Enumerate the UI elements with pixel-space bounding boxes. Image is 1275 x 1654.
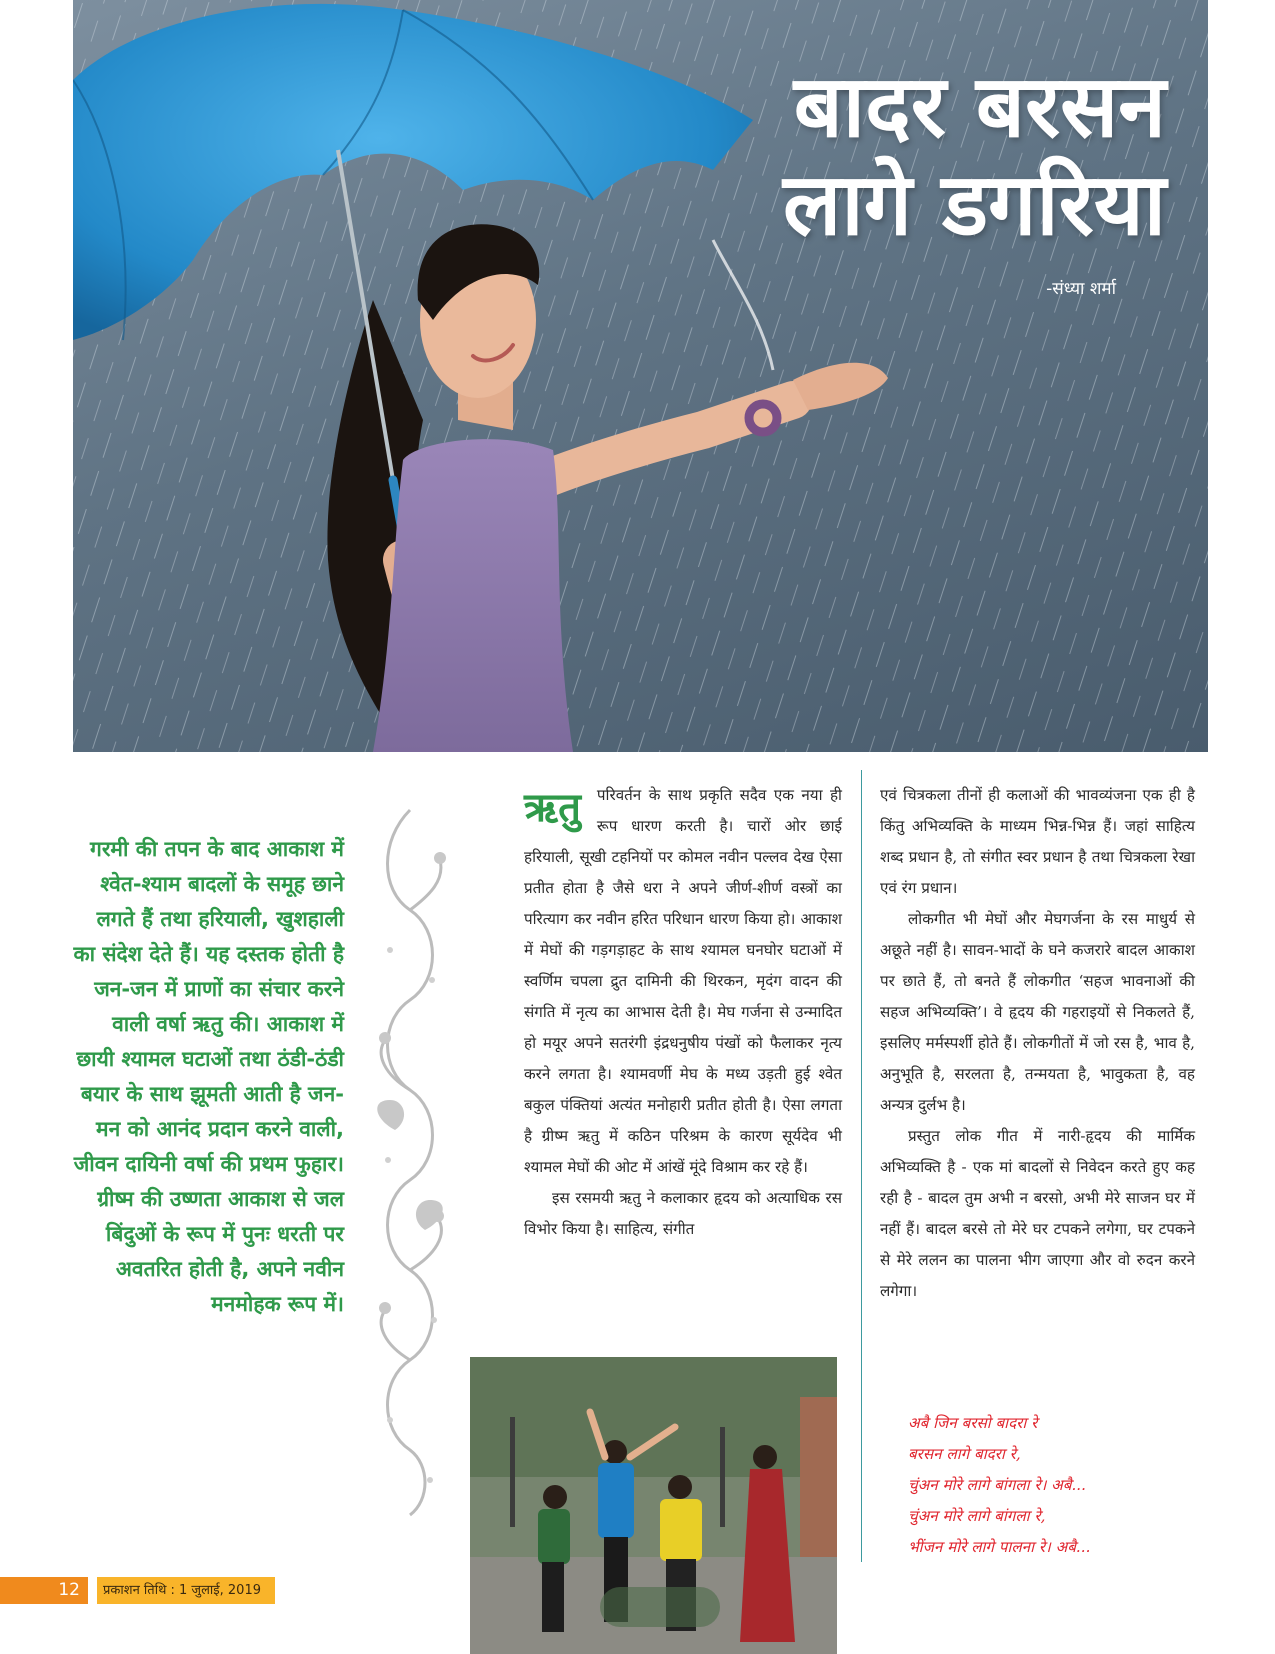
paragraph-4: लोकगीत भी मेघों और मेघगर्जना के रस माधुर्य से अछूते नहीं है। सावन-भादों के घने कजरारे बादल आकाश पर छाते हैं, तो बनते हैं लोकगीत ‘सहज भावनाओं की सहज अभिव्यक्ति’। वे हृदय की गहराइयों से निकलते हैं, इसलिए मर्मस्पर्शी होते हैं। लोकगीतों में जो रस है, भाव है, अनुभूति है, सरलता है, तन्मयता है, भावुकता है, वह अन्यत्र दुर्लभ है। [880, 910, 1195, 1114]
verse-line: चुंअन मोरे लागे बांगला रे। अबै... [908, 1476, 1086, 1494]
paragraph-1: परिवर्तन के साथ प्रकृति सदैव एक नया ही रूप धारण करती है। चारों ओर छाई हरियाली, सूखी टहनियों पर कोमल नवीन पल्लव देख ऐसा प्रतीत होता है जैसे धरा ने अपने जीर्ण-शीर्ण वस्त्रों का परित्याग कर नवीन हरित परिधान धारण किया हो। आकाश में मेघों की गड़गड़ाहट के साथ श्यामल घनघोर घटाओं में स्वर्णिम चपला द्रुत दामिनी की थिरकन, मृदंग वादन की संगति में नृत्य का आभास देती है। मेघ गर्जना से उन्मादित हो मयूर अपने सतरंगी इंद्रधनुषीय पंखों को फैलाकर नृत्य करने लगता है। श्यामवर्णी मेघ के मध्य उड़ती हुई श्वेत बकुल पंक्तियां अत्यंत मनोहारी प्रतीत होती है। ऐसा लगता है ग्रीष्म ऋतु में कठिन परिश्रम के कारण सूर्यदेव भी श्यामल मेघों की ओट में आंखें मूंदे विश्राम कर रहे हैं। [524, 786, 842, 1176]
inset-photo-girls-in-rain [470, 1357, 837, 1654]
folk-song-verse [908, 1408, 1218, 1563]
page-number: 12 [0, 1577, 88, 1604]
verse-line: चुंअन मोरे लागे बांगला रे, [908, 1507, 1046, 1525]
pull-quote: गरमी की तपन के बाद आकाश में श्वेत-श्याम बादलों के समूह छाने लगते हैं तथा हरियाली, खुशहाली का संदेश देते हैं। यह दस्तक होती है जन-जन में प्राणों का संचार करने वाली वर्षा ऋतु की। आकाश में छायी श्यामल घटाओं तथा ठंडी-ठंडी बयार के साथ झूमती आती है जन-मन को आनंद प्रदान करने वाली, जीवन दायिनी वर्षा की प्रथम फुहार। ग्रीष्म की उष्णता आकाश से जल बिंदुओं के रूप में पुनः धरती पर अवतरित होती है, अपने नवीन मनमोहक रूप में। [73, 837, 344, 1316]
drop-cap: ऋतु [524, 785, 581, 831]
article-title [783, 58, 1166, 254]
article-column-1 [524, 780, 842, 1245]
paragraph-5: प्रस्तुत लोक गीत में नारी-हृदय की मार्मिक अभिव्यक्ति है - एक मां बादलों से निवेदन करते हुए कह रही है - बादल तुम अभी न बरसो, अभी मेरे साजन घर में नहीं हैं। बादल बरसे तो मेरे घर टपकने लगेगा, घर टपकने से मेरे ललन का पालना भीग जाएगा और वो रुदन करने लगेगा। [880, 1127, 1195, 1300]
hero-image [73, 0, 1208, 752]
paragraph-3: एवं चित्रकला तीनों ही कलाओं की भावव्यंजना एक ही है किंतु अभिव्यक्ति के माध्यम भिन्न-भिन्न हैं। जहां साहित्य शब्द प्रधान है, तो संगीत स्वर प्रधान है तथा चित्रकला रेखा एवं रंग प्रधान। [880, 786, 1195, 897]
verse-line: भींजन मोरे लागे पालना रे। अबै... [908, 1538, 1091, 1556]
verse-line: बरसन लागे बादरा रे, [908, 1445, 1021, 1463]
title-line-2: लागे डगरिया [783, 155, 1166, 255]
verse-line: अबै जिन बरसो बादरा रे [908, 1414, 1038, 1432]
title-line-1: बादर बरसन [793, 57, 1166, 157]
paragraph-2: इस रसमयी ऋतु ने कलाकार हृदय को अत्याधिक रस विभोर किया है। साहित्य, संगीत [524, 1189, 842, 1238]
floral-ornament-icon [370, 800, 452, 1520]
author-byline: -संध्या शर्मा [1046, 279, 1116, 299]
article-column-2 [880, 780, 1195, 1307]
arrow-right-icon [88, 1583, 97, 1597]
publication-date: प्रकाशन तिथि : 1 जुलाई, 2019 [97, 1577, 275, 1604]
column-divider [861, 770, 862, 1562]
